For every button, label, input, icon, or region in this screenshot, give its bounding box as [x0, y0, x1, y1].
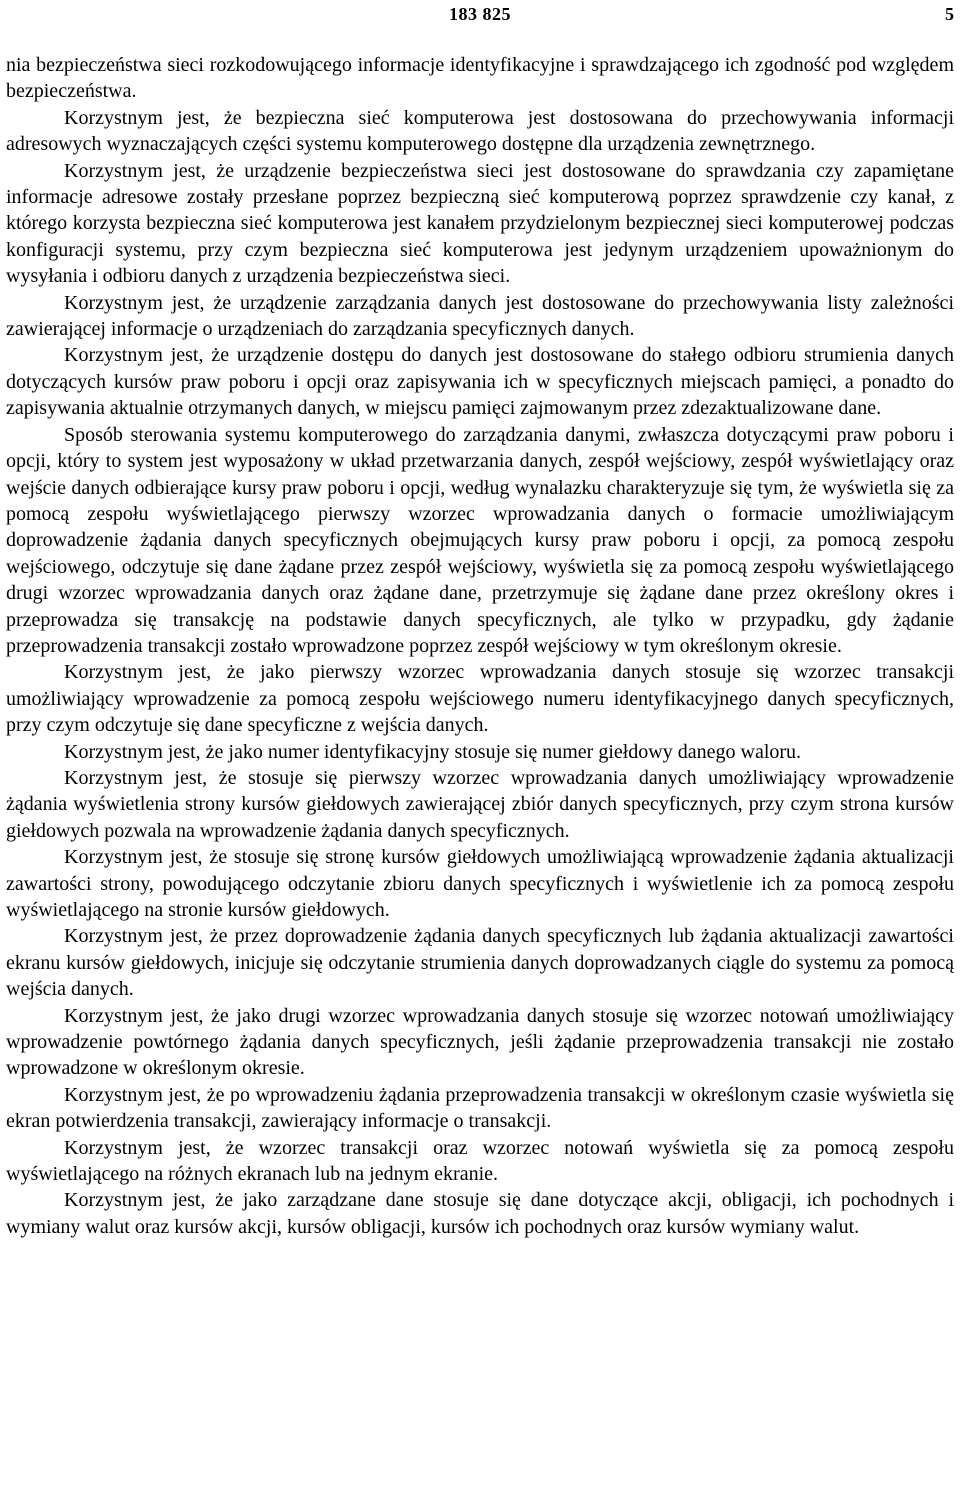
- paragraph: Korzystnym jest, że stosuje się stronę kursów giełdowych umożliwiającą wprowadzenie żądania aktualizacji zawartości strony, powodującego odczytanie zbioru danych specyficznych i wyświetlenie ich za pomocą zespołu wyświetlającego na stronie kursów giełdowych.: [6, 846, 954, 921]
- paragraph: Korzystnym jest, że jako drugi wzorzec wprowadzania danych stosuje się wzorzec notowań umożliwiający wprowadzenie powtórnego żądania danych specyficznych, jeśli żądanie przeprowadzenia transakcji nie zostało wprowadzone w określonym okresie.: [6, 1004, 954, 1080]
- paragraph: nia bezpieczeństwa sieci rozkodowującego informacje identyfikacyjne i sprawdzającego ich zgodność pod względem bezpieczeństwa.: [6, 54, 954, 103]
- paragraph: Korzystnym jest, że stosuje się pierwszy wzorzec wprowadzania danych umożliwiający wprowadzenie żądania wyświetlenia strony kursów giełdowych zawierającej zbiór danych specyficznych, przy czym strona kursów giełdowych pozwala na wprowadzenie żądania danych specyficznych.: [6, 766, 954, 842]
- paragraph: Korzystnym jest, że jako pierwszy wzorzec wprowadzania danych stosuje się wzorzec transakcji umożliwiający wprowadzenie za pomocą zespołu wejściowego numeru identyfikacyjnego danych specyficznych, przy czym odczytuje się dane specyficzne z wejścia danych.: [6, 661, 954, 737]
- paragraph: Korzystnym jest, że urządzenie dostępu do danych jest dostosowane do stałego odbioru strumienia danych dotyczących kursów praw poboru i opcji oraz zapisywania ich w specyficznych miejscach pamięci, a ponadto do zapisywania aktualnie otrzymanych danych, w miejscu pamięci zajmowanym przez zdezaktualizowane dane.: [6, 344, 954, 420]
- paragraph: Sposób sterowania systemu komputerowego do zarządzania danymi, zwłaszcza dotyczącymi praw poboru i opcji, który to system jest wyposażony w układ przetwarzania danych, zespół wejściowy, zespół wyświetlający oraz wejście danych odbierające kursy praw poboru i opcji, według wynalazku charakteryzuje się tym, że wyświetla się za pomocą zespołu wyświetlającego pierwszy wzorzec wprowadzania danych o formacie umożliwiającym doprowadzenie żądania danych specyficznych obejmujących kursy praw poboru i opcji, za pomocą zespołu wejściowego, odczytuje się dane żądane przez zespół wejściowy, wyświetla się za pomocą zespołu wyświetlającego drugi wzorzec wprowadzania danych oraz żądane dane, przetrzymuje się żądane dane przez określony okres i przeprowadza się transakcję na podstawie danych specyficznych, ale tylko w przypadku, gdy żądanie przeprowadzenia transakcji zostało wprowadzone poprzez zespół wejściowy w tym określonym okresie.: [6, 423, 954, 657]
- paragraph: Korzystnym jest, że urządzenie bezpieczeństwa sieci jest dostosowane do sprawdzania czy zapamiętane informacje adresowe zostały przesłane poprzez bezpieczną sieć komputerową poprzez sprawdzenie czy kanał, z którego korzysta bezpieczna sieć komputerowa jest kanałem przydzielonym bezpiecznej sieci komputerowej podczas konfiguracji systemu, przy czym bezpieczna sieć komputerowa jest jedynym urządzeniem upoważnionym do wysyłania i odbioru danych z urządzenia bezpieczeństwa sieci.: [6, 159, 954, 288]
- document-number: 183 825: [449, 4, 511, 24]
- document-body: [6, 52, 954, 1240]
- paragraph: Korzystnym jest, że jako zarządzane dane stosuje się dane dotyczące akcji, obligacji, ich pochodnych i wymiany walut oraz kursów akcji, kursów obligacji, kursów ich pochodnych oraz kursów wymiany walut.: [6, 1189, 954, 1238]
- paragraph: Korzystnym jest, że przez doprowadzenie żądania danych specyficznych lub żądania aktualizacji zawartości ekranu kursów giełdowych, inicjuje się odczytanie strumienia danych doprowadzanych ciągle do systemu za pomocą wejścia danych.: [6, 925, 954, 1001]
- page-header: [6, 4, 954, 26]
- paragraph: Korzystnym jest, że po wprowadzeniu żądania przeprowadzenia transakcji w określonym czasie wyświetla się ekran potwierdzenia transakcji, zawierający informacje o transakcji.: [6, 1083, 954, 1133]
- document-page: [6, 0, 954, 1494]
- paragraph: Korzystnym jest, że urządzenie zarządzania danych jest dostosowane do przechowywania listy zależności zawierającej informacje o urządzeniach do zarządzania specyficznych danych.: [6, 291, 954, 341]
- page-number: 5: [945, 4, 954, 24]
- paragraph: Korzystnym jest, że bezpieczna sieć komputerowa jest dostosowana do przechowywania informacji adresowych wyznaczających części systemu komputerowego dostępne dla urządzenia zewnętrznego.: [6, 106, 954, 156]
- paragraph: Korzystnym jest, że jako numer identyfikacyjny stosuje się numer giełdowy danego waloru.: [64, 740, 802, 763]
- paragraph: Korzystnym jest, że wzorzec transakcji oraz wzorzec notowań wyświetla się za pomocą zespołu wyświetlającego na różnych ekranach lub na jednym ekranie.: [6, 1136, 954, 1186]
